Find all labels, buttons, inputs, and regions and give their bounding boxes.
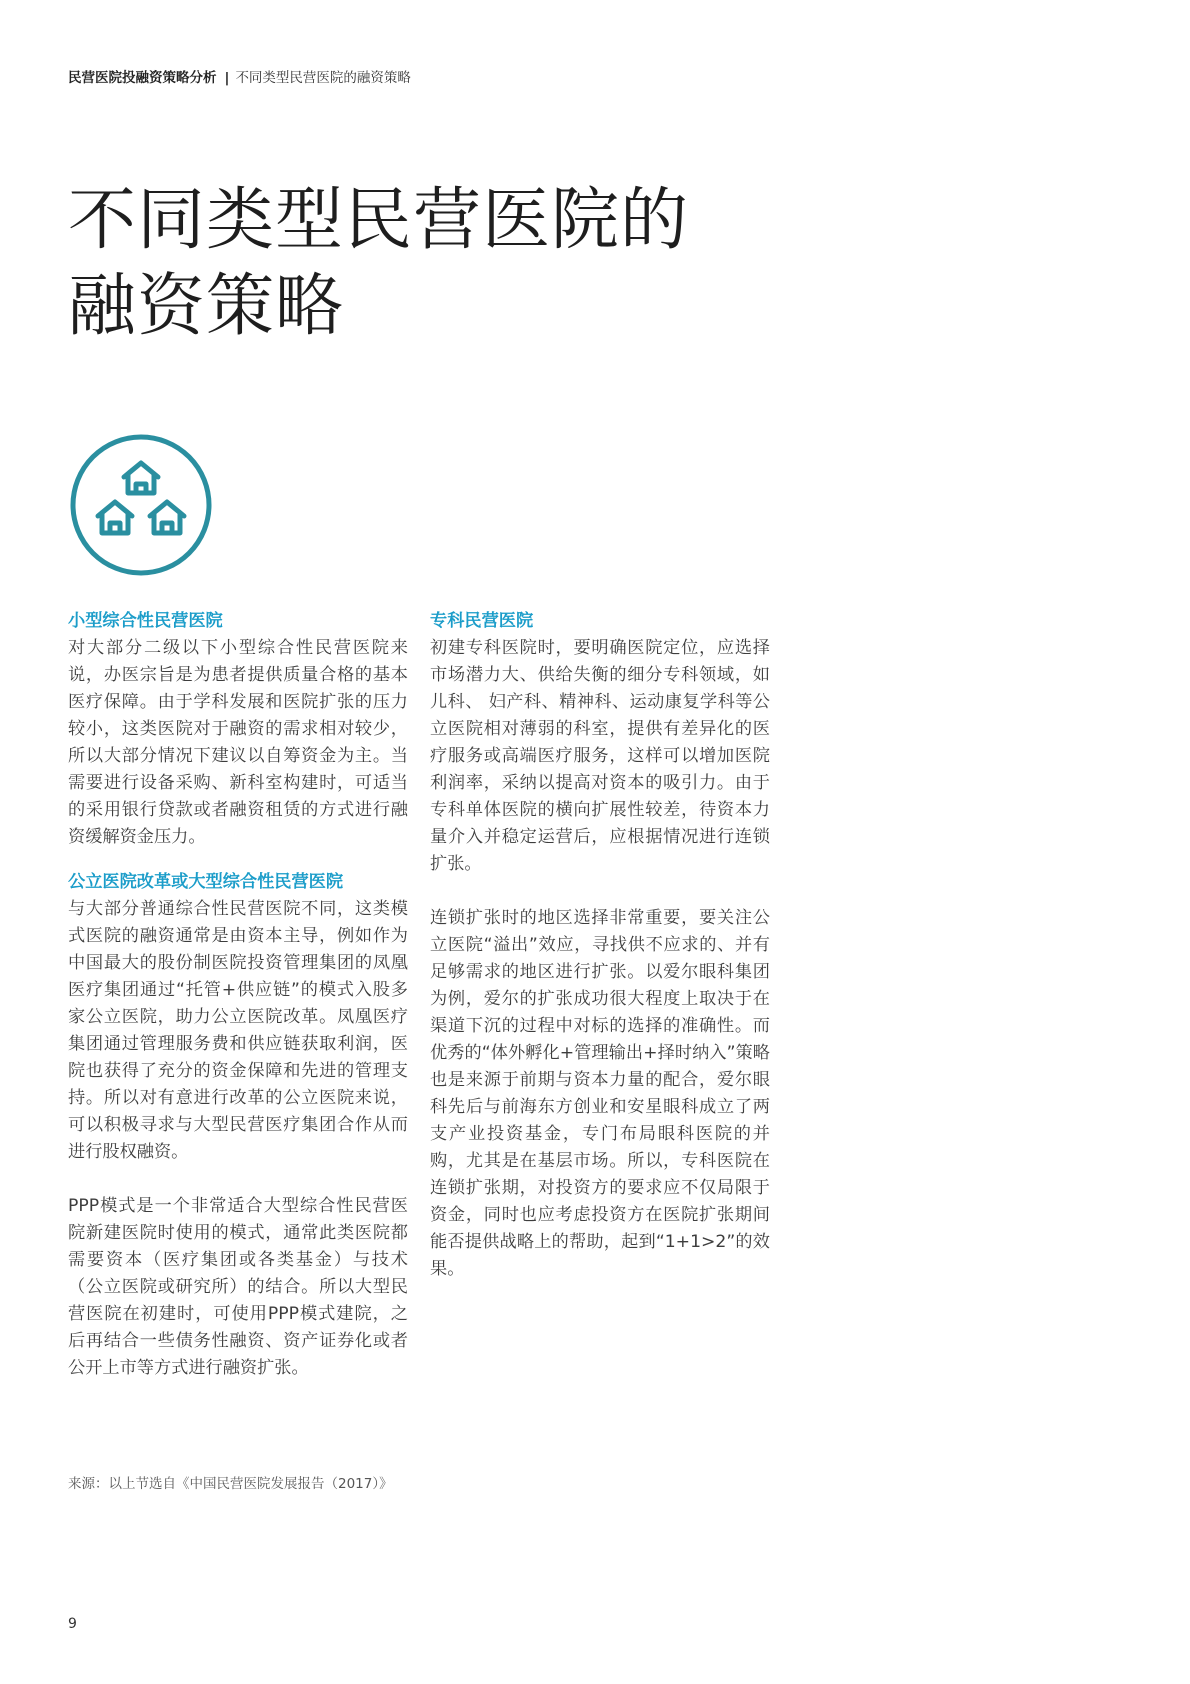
section-body-specialty-1: 初建专科医院时，要明确医院定位，应选择市场潜力大、供给失衡的细分专科领域，如儿科、 妇产科、精神科、运动康复学科等公立医院相对薄弱的科室，提供有差异化的医疗服务或高端医疗服务，这样可以增加医院利润率，采纳以提高对资本的吸引力。由于专科单体医院的横向扩展性较差，待资本力量介入并稳定运营后，应根据情况进行连锁扩张。 xyxy=(430,638,770,874)
section-body-specialty-2: 连锁扩张时的地区选择非常重要，要关注公立医院“溢出”效应，寻找供不应求的、并有足够需求的地区进行扩张。以爱尔眼科集团为例，爱尔的扩张成功很大程度上取决于在渠道下沉的过程中对标的选择的准确性。而优秀的“体外孵化+管理输出+择时纳入”策略也是来源于前期与资本力量的配合，爱尔眼科先后与前海东方创业和安星眼科成立了两支产业投资基金，专门布局眼科医院的并购，尤其是在基层市场。所以，专科医院在连锁扩张期，对投资方的要求应不仅局限于资金，同时也应考虑投资方在医院扩张期间能否提供战略上的帮助，起到“1+1>2”的效果。 xyxy=(430,908,770,1279)
page-title-line2: 融资策略 xyxy=(68,267,345,346)
header-section: 民营医院投融资策略分析 xyxy=(68,70,217,86)
header-subtitle: 不同类型民营医院的融资策略 xyxy=(235,70,411,86)
section-body-small-general: 对大部分二级以下小型综合性民营医院来说，办医宗旨是为患者提供质量合格的基本医疗保障。由于学科发展和医院扩张的压力较小，这类医院对于融资的需求相对较少，所以大部分情况下建议以自筹资金为主。当需要进行设备采购、新科室构建时，可适当的采用银行贷款或者融资租赁的方式进行融资缓解资金压力。 xyxy=(68,638,408,847)
houses-icon xyxy=(68,432,214,578)
section-heading-small-general: 小型综合性民营医院 xyxy=(68,611,223,631)
right-column xyxy=(430,608,770,1283)
page-title-line1: 不同类型民营医院的 xyxy=(68,181,690,260)
page-title xyxy=(68,178,689,350)
left-column xyxy=(68,608,408,1382)
section-body-large-general-2: PPP模式是一个非常适合大型综合性民营医院新建医院时使用的模式，通常此类医院都需要资本（医疗集团或各类基金）与技术（公立医院或研究所）的结合。所以大型民营医院在初建时，可使用PPP模式建院，之后再结合一些债务性融资、资产证券化或者公开上市等方式进行融资扩张。 xyxy=(68,1196,408,1378)
running-header xyxy=(68,66,411,86)
section-heading-specialty: 专科民营医院 xyxy=(430,611,534,631)
section-body-large-general-1: 与大部分普通综合性民营医院不同，这类模式医院的融资通常是由资本主导，例如作为中国最大的股份制医院投资管理集团的凤凰医疗集团通过“托管+供应链”的模式入股多家公立医院，助力公立医院改革。凤凰医疗集团通过管理服务费和供应链获取利润，医院也获得了充分的资金保障和先进的管理支持。所以对有意进行改革的公立医院来说，可以积极寻求与大型民营医疗集团合作从而进行股权融资。 xyxy=(68,899,408,1162)
page-number: 9 xyxy=(68,1616,77,1632)
section-heading-large-general: 公立医院改革或大型综合性民营医院 xyxy=(68,872,344,892)
source-note: 来源：以上节选自《中国民营医院发展报告（2017）》 xyxy=(68,1476,393,1492)
header-separator: | xyxy=(224,70,230,86)
